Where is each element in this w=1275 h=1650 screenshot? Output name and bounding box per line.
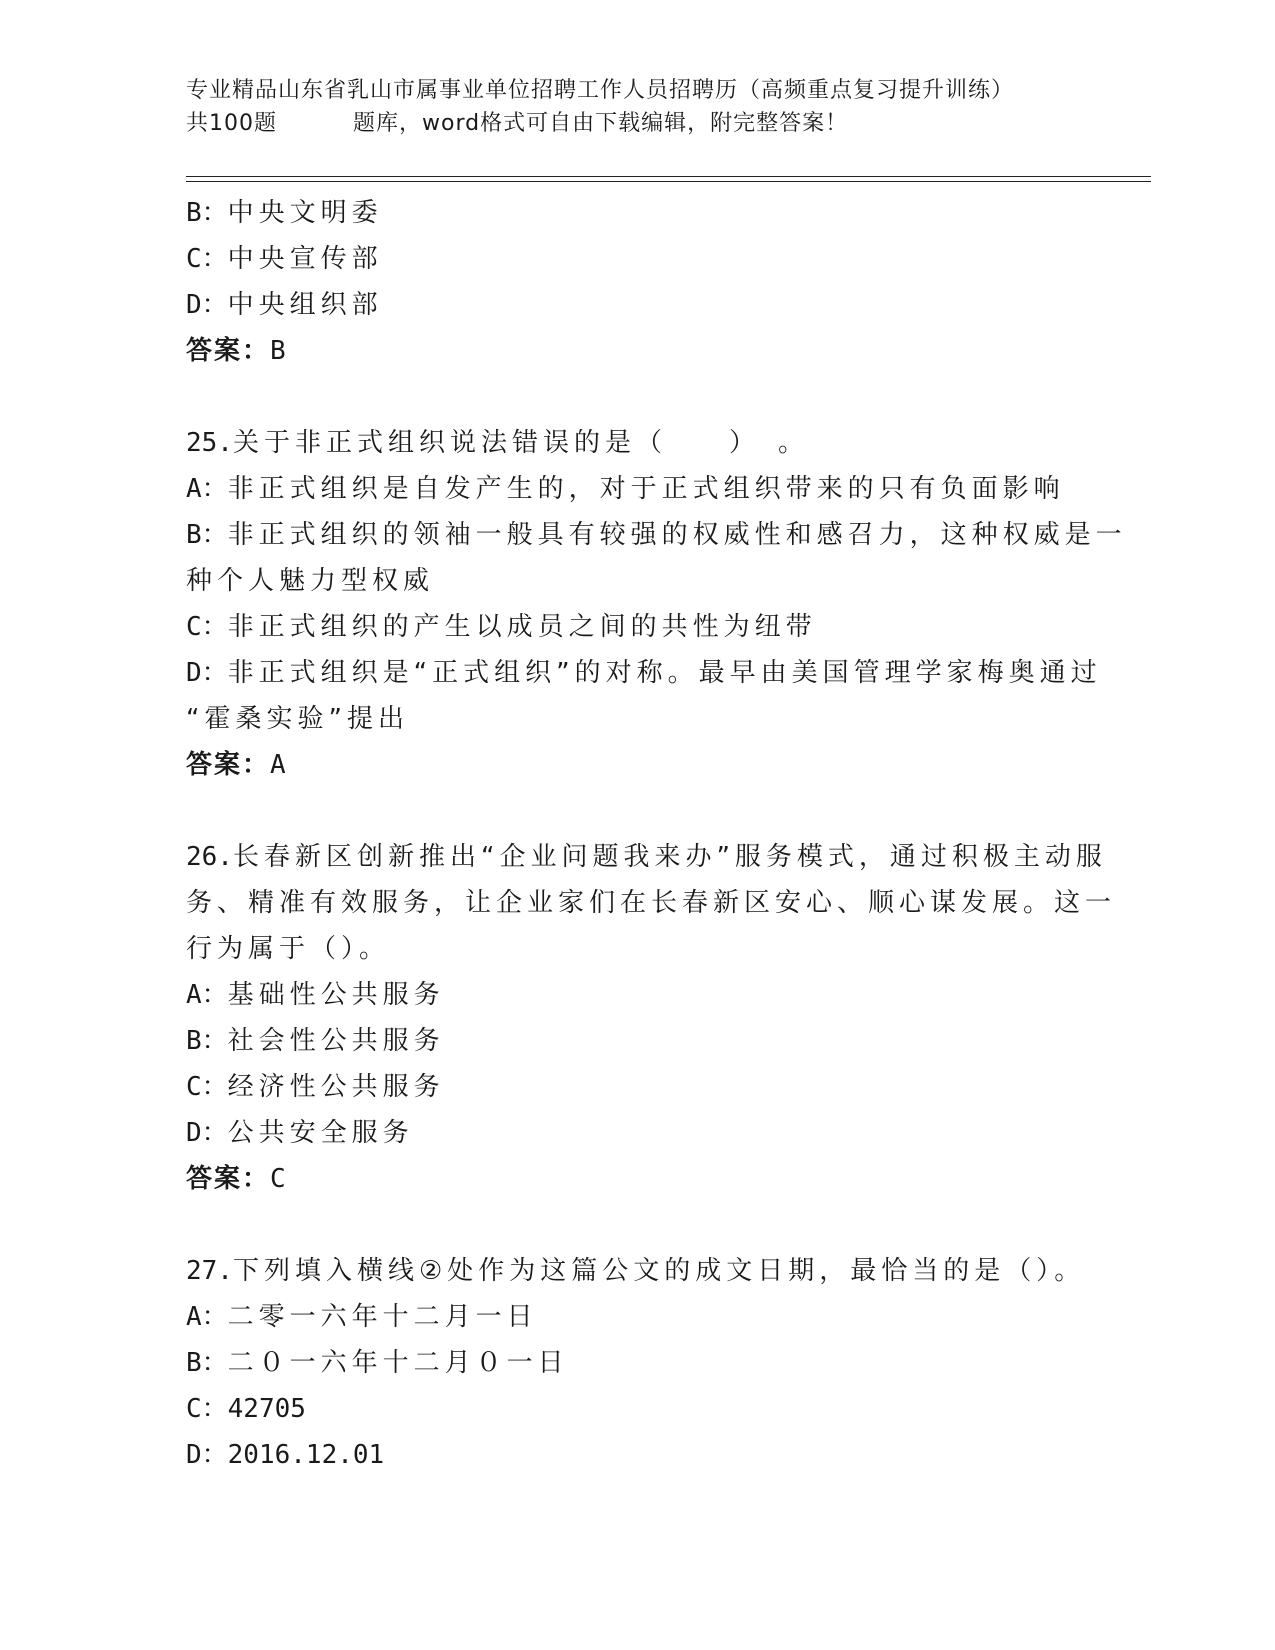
question-stem: 26.长春新区创新推出“企业问题我来办”服务模式，通过积极主动服 [186,842,1107,872]
option-d: D：非正式组织是“正式组织”的对称。最早由美国管理学家梅奥通过 [186,658,1102,688]
answer: 答案：C [186,1164,288,1194]
option-d-continued: “霍桑实验”提出 [186,704,409,734]
option-a: A：非正式组织是自发产生的，对于正式组织带来的只有负面影响 [186,474,1065,504]
answer: 答案：A [186,750,288,780]
question-list [186,190,1127,1478]
question-26 [186,834,1117,1202]
option-b: B：中央文明委 [186,198,383,228]
page-header [186,74,1086,140]
option-a: A：基础性公共服务 [186,980,445,1010]
option-b: B：社会性公共服务 [186,1026,445,1056]
option-a: A：二零一六年十二月一日 [186,1302,538,1332]
header-rule-bottom [186,181,1151,182]
option-b-continued: 种个人魅力型权威 [186,566,435,596]
question-stem-continued: 行为属于（）。 [186,934,391,964]
header-subtitle-line [186,107,1086,140]
question-stem: 27.下列填入横线②处作为这篇公文的成文日期，最恰当的是（）。 [186,1256,1086,1286]
question-stem-continued: 务、精准有效服务，让企业家们在长春新区安心、顺心谋发展。这一 [186,888,1117,918]
option-c: C：经济性公共服务 [186,1072,445,1102]
option-c: C：42705 [186,1394,306,1424]
header-title-line: 专业精品山东省乳山市属事业单位招聘工作人员招聘历（高频重点复习提升训练） [186,78,1015,103]
question-count: 共100题 [186,111,277,136]
option-d: D：中央组织部 [186,290,383,320]
question-27 [186,1248,1086,1478]
question-25 [186,420,1127,788]
answer: 答案：B [186,336,288,366]
header-description: 题库，word格式可自由下载编辑，附完整答案！ [353,111,849,136]
question-stem: 25.关于非正式组织说法错误的是（ ） 。 [186,428,809,458]
option-c: C：非正式组织的产生以成员之间的共性为纽带 [186,612,817,642]
question-24 [186,190,1086,374]
option-b: B：非正式组织的领袖一般具有较强的权威性和感召力，这种权威是一 [186,520,1127,550]
option-c: C：中央宣传部 [186,244,383,274]
option-d: D：2016.12.01 [186,1440,385,1470]
option-b: B：二０一六年十二月０一日 [186,1348,569,1378]
option-d: D：公共安全服务 [186,1118,414,1148]
header-rule-top [186,176,1151,177]
